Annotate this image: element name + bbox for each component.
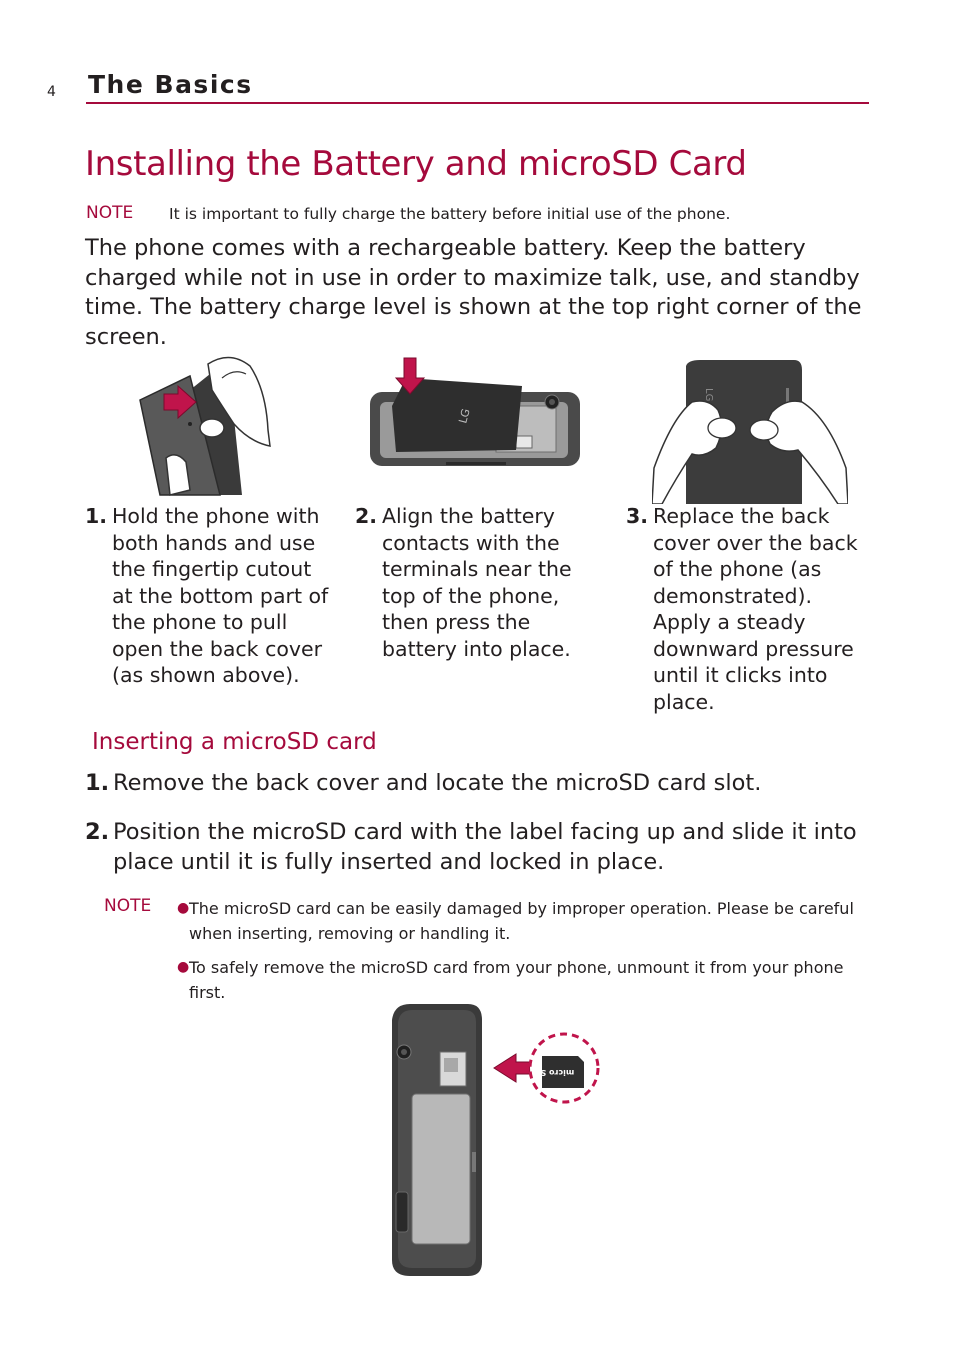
replace-cover-illustration: [652, 358, 848, 504]
microsd-card-logo: micro SD: [533, 1068, 575, 1077]
note-label: NOTE: [104, 896, 152, 916]
step-text: Replace the back cover over the back of the phone (as demonstrated). Apply a steady downward pressure until it clicks into place.: [653, 504, 858, 714]
step-number: 3.: [626, 504, 649, 528]
page-number: 4: [47, 84, 56, 100]
step-number: 2.: [85, 819, 110, 845]
step-number: 2.: [355, 504, 378, 528]
step-number: 1.: [85, 504, 108, 528]
header-rule: [86, 102, 869, 104]
note-bullet: [177, 955, 857, 1005]
step-number: 1.: [85, 770, 110, 796]
bullet-text: To safely remove the microSD card from your phone, unmount it from your phone first.: [189, 958, 844, 1002]
step-text: Position the microSD card with the label facing up and slide it into place until it is fully inserted and locked in place.: [113, 819, 857, 875]
step-text: Align the battery contacts with the terminals near the top of the phone, then press the battery into place.: [382, 504, 572, 661]
bullet-dot: ●: [177, 900, 190, 916]
insert-battery-illustration: [366, 356, 584, 470]
microsd-step-2: [85, 818, 880, 877]
remove-cover-illustration: [130, 350, 280, 498]
cover-lg-logo: LG: [703, 388, 714, 402]
page-title: Installing the Battery and microSD Card: [85, 144, 747, 184]
microsd-insert-illustration: [384, 1002, 608, 1278]
intro-paragraph: The phone comes with a rechargeable battery. Keep the battery charged while not in use in order to maximize talk, use, and standby time. The battery charge level is shown at the top right corner of the screen.: [85, 235, 862, 350]
section-title: The Basics: [88, 70, 253, 99]
subsection-title: Inserting a microSD card: [92, 729, 377, 755]
note-text: It is important to fully charge the battery before initial use of the phone.: [169, 205, 731, 223]
step-text: Remove the back cover and locate the microSD card slot.: [113, 770, 762, 796]
bullet-text: The microSD card can be easily damaged by improper operation. Please be careful when inserting, removing or handling it.: [189, 899, 854, 943]
step-3: [626, 503, 876, 715]
note-bullet: [177, 896, 857, 946]
battery-lg-logo: LG: [456, 407, 473, 425]
note-label: NOTE: [86, 203, 134, 223]
step-2: [355, 503, 590, 662]
step-text: Hold the phone with both hands and use the fingertip cutout at the bottom part of the phone to pull open the back cover (as shown above).: [112, 504, 329, 687]
bullet-dot: ●: [177, 959, 190, 975]
step-1: [85, 503, 335, 689]
microsd-step-1: [85, 769, 880, 799]
